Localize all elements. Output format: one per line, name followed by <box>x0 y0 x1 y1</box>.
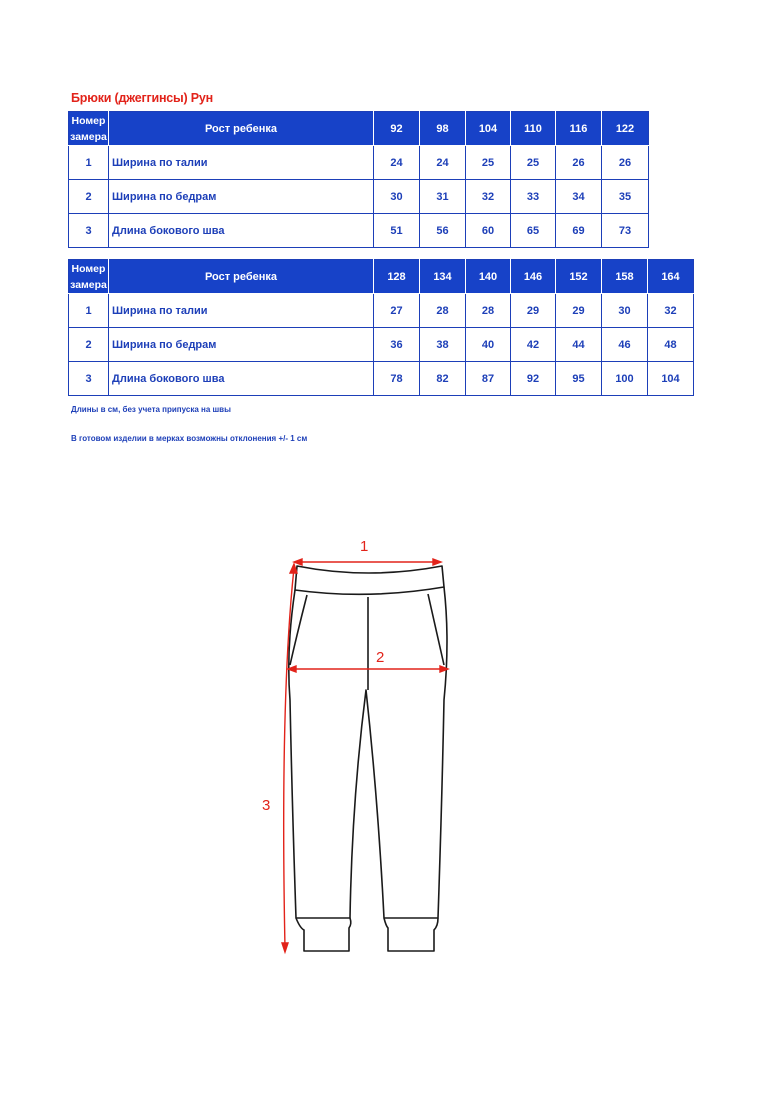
cell-value: 87 <box>466 362 511 396</box>
cell-value: 40 <box>466 328 511 362</box>
row-name: Ширина по талии <box>109 146 374 180</box>
page-title: Брюки (джеггинсы) Рун <box>71 91 214 105</box>
size-header: 152 <box>556 260 602 294</box>
cell-value: 24 <box>420 146 466 180</box>
cell-value: 28 <box>466 294 511 328</box>
cell-value: 82 <box>420 362 466 396</box>
cell-value: 30 <box>602 294 648 328</box>
cell-value: 25 <box>466 146 511 180</box>
header-measure-number: Номер замера <box>69 112 109 146</box>
cell-value: 25 <box>511 146 556 180</box>
header-height-label: Рост ребенка <box>109 260 374 294</box>
cell-value: 92 <box>511 362 556 396</box>
cell-value: 78 <box>374 362 420 396</box>
cell-value: 42 <box>511 328 556 362</box>
measure-label-length: 3 <box>262 797 271 814</box>
size-header: 140 <box>466 260 511 294</box>
cell-value: 32 <box>648 294 694 328</box>
arrow-head-icon <box>294 559 302 565</box>
arrow-head-icon <box>433 559 441 565</box>
row-name: Ширина по бедрам <box>109 328 374 362</box>
waistband <box>295 566 444 594</box>
size-header: 164 <box>648 260 694 294</box>
cell-value: 32 <box>466 180 511 214</box>
size-header: 104 <box>466 112 511 146</box>
cell-value: 30 <box>374 180 420 214</box>
cell-value: 34 <box>556 180 602 214</box>
header-measure-number: Номер замера <box>69 260 109 294</box>
row-name: Ширина по бедрам <box>109 180 374 214</box>
cell-value: 60 <box>466 214 511 248</box>
cell-value: 29 <box>556 294 602 328</box>
size-header: 122 <box>602 112 649 146</box>
header-height-label: Рост ребенка <box>109 112 374 146</box>
arrow-head-icon <box>290 564 297 573</box>
arrow-head-icon <box>282 943 288 952</box>
size-header: 146 <box>511 260 556 294</box>
size-header: 110 <box>511 112 556 146</box>
cell-value: 35 <box>602 180 649 214</box>
cell-value: 73 <box>602 214 649 248</box>
row-number: 3 <box>69 362 109 396</box>
cell-value: 51 <box>374 214 420 248</box>
row-name: Длина бокового шва <box>109 362 374 396</box>
cell-value: 36 <box>374 328 420 362</box>
measure-label-waist: 1 <box>360 538 369 555</box>
measure-label-hips: 2 <box>376 649 385 666</box>
cell-value: 38 <box>420 328 466 362</box>
note-lengths: Длины в см, без учета припуска на швы <box>71 405 231 414</box>
cell-value: 24 <box>374 146 420 180</box>
size-header: 158 <box>602 260 648 294</box>
row-name: Ширина по талии <box>109 294 374 328</box>
row-number: 3 <box>69 214 109 248</box>
measurement-lines <box>282 559 448 952</box>
note-tolerance: В готовом изделии в мерках возможны отклонения +/- 1 см <box>71 434 308 443</box>
cell-value: 31 <box>420 180 466 214</box>
cell-value: 26 <box>602 146 649 180</box>
row-name: Длина бокового шва <box>109 214 374 248</box>
size-header: 98 <box>420 112 466 146</box>
size-header: 128 <box>374 260 420 294</box>
right-cuff <box>384 918 438 951</box>
right-pocket <box>428 594 444 665</box>
size-header: 92 <box>374 112 420 146</box>
cell-value: 26 <box>556 146 602 180</box>
pants-outline <box>289 566 447 951</box>
cell-value: 100 <box>602 362 648 396</box>
cell-value: 46 <box>602 328 648 362</box>
cell-value: 69 <box>556 214 602 248</box>
size-header: 116 <box>556 112 602 146</box>
row-number: 2 <box>69 180 109 214</box>
size-header: 134 <box>420 260 466 294</box>
cell-value: 33 <box>511 180 556 214</box>
cell-value: 27 <box>374 294 420 328</box>
cell-value: 104 <box>648 362 694 396</box>
row-number: 1 <box>69 294 109 328</box>
cell-value: 28 <box>420 294 466 328</box>
cell-value: 65 <box>511 214 556 248</box>
cell-value: 29 <box>511 294 556 328</box>
cell-value: 44 <box>556 328 602 362</box>
row-number: 2 <box>69 328 109 362</box>
cell-value: 56 <box>420 214 466 248</box>
cell-value: 48 <box>648 328 694 362</box>
cell-value: 95 <box>556 362 602 396</box>
row-number: 1 <box>69 146 109 180</box>
side-seam-measure-line <box>284 568 294 948</box>
left-cuff <box>296 918 351 951</box>
